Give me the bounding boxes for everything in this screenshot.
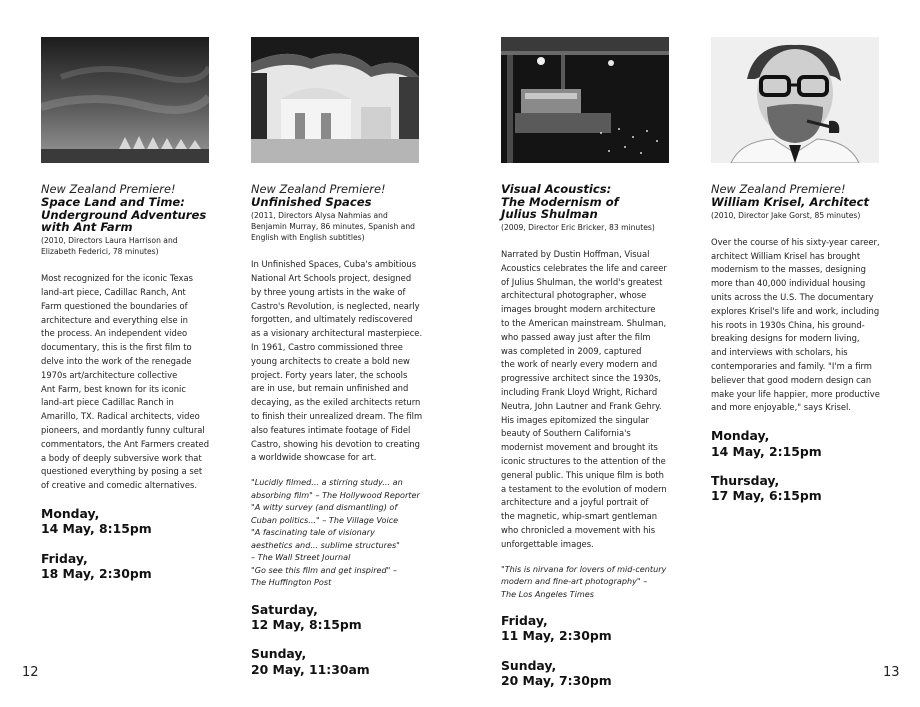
description-line: young architects to create a bold new bbox=[251, 355, 410, 366]
description-line: land-art piece Cadillac Ranch in bbox=[41, 397, 174, 408]
description-line: the magnetic, whip-smart gentleman bbox=[501, 511, 658, 522]
quote-line: The Huffington Post bbox=[251, 577, 332, 588]
film-title bbox=[711, 196, 883, 209]
film-credits bbox=[251, 210, 423, 244]
description-line: are in use, but remain unfinished and bbox=[251, 383, 409, 394]
showtime-day: Sunday, bbox=[501, 657, 557, 673]
description-line: Amarillo, TX. Radical architects, video bbox=[41, 411, 200, 422]
description-line: of creative and comedic alternatives. bbox=[41, 480, 198, 491]
showtime-day: Monday, bbox=[41, 505, 100, 521]
description-line: In 1961, Castro commissioned three bbox=[251, 341, 403, 352]
film-title-line: The Modernism of bbox=[501, 194, 619, 209]
film-title-line: Underground Adventures bbox=[41, 207, 207, 222]
showtime-date: 18 May, 2:30pm bbox=[41, 566, 152, 582]
showtimes bbox=[501, 613, 673, 689]
film-title-line: Visual Acoustics: bbox=[501, 182, 612, 196]
film-column-unfinished-spaces bbox=[251, 37, 423, 691]
description-line: make your life happier, more productive bbox=[711, 388, 880, 399]
description-line: Most recognized for the iconic Texas bbox=[41, 273, 193, 284]
showtime bbox=[501, 613, 673, 644]
description-line: architecture and a joyful portrait of bbox=[501, 497, 649, 508]
description-line: iconic structures to the attention of the bbox=[501, 455, 666, 466]
showtimes bbox=[711, 428, 883, 504]
quote-line: "This is nirvana for lovers of mid-century bbox=[501, 563, 667, 574]
quote-line: "Lucidly filmed... a stirring study... an bbox=[251, 477, 403, 488]
film-title-line: with Ant Farm bbox=[41, 220, 133, 235]
description-line: His images epitomized the singular bbox=[501, 414, 649, 425]
showtime bbox=[41, 506, 213, 537]
description-line: more than 40,000 individual housing bbox=[711, 278, 866, 289]
showtime-day: Friday, bbox=[41, 550, 88, 566]
description-line: as a visionary architectural masterpiece. bbox=[251, 328, 423, 339]
film-title-line: Julius Shulman bbox=[501, 207, 598, 222]
credits-line: (2009, Director Eric Bricker, 83 minutes) bbox=[501, 222, 655, 232]
showtime-day: Saturday, bbox=[251, 601, 318, 617]
film-credits bbox=[711, 210, 883, 221]
film-photo-cadillac-ranch bbox=[41, 37, 209, 163]
description-line: progressive architect since the 1930s, bbox=[501, 373, 662, 384]
showtime-date: 17 May, 6:15pm bbox=[711, 488, 822, 504]
description-line: Over the course of his sixty-year career, bbox=[711, 236, 880, 247]
description-line: a worldwide showcase for art. bbox=[251, 452, 377, 463]
film-column-ant-farm bbox=[41, 37, 213, 596]
film-description bbox=[501, 248, 673, 552]
description-line: believer that good modern design can bbox=[711, 374, 872, 385]
description-line: images brought modern architecture bbox=[501, 304, 656, 315]
showtime-day: Thursday, bbox=[711, 472, 780, 488]
quote-line: Cuban politics..." – The Village Voice bbox=[251, 514, 399, 525]
credits-line: English with English subtitles) bbox=[251, 233, 365, 242]
description-line: the process. An independent video bbox=[41, 328, 188, 339]
showtime-date: 14 May, 8:15pm bbox=[41, 521, 152, 537]
description-line: Ant Farm, best known for its iconic bbox=[41, 383, 186, 394]
description-line: general public. This unique film is both bbox=[501, 469, 664, 480]
film-photo-william-krisel-portrait bbox=[711, 37, 879, 163]
description-line: architect William Krisel has brought bbox=[711, 250, 861, 261]
description-line: architecture and everything else in bbox=[41, 314, 188, 325]
description-line: to the American mainstream. Shulman, bbox=[501, 317, 667, 328]
quote-line: – The Wall Street Journal bbox=[251, 552, 351, 563]
premiere-label: New Zealand Premiere! bbox=[41, 182, 176, 196]
showtime bbox=[711, 428, 883, 459]
premiere-label: New Zealand Premiere! bbox=[251, 182, 386, 196]
description-line: Narrated by Dustin Hoffman, Visual bbox=[501, 248, 650, 259]
description-line: and interviews with scholars, his bbox=[711, 347, 848, 358]
description-line: beauty of Southern California's bbox=[501, 428, 631, 439]
description-line: units across the U.S. The documentary bbox=[711, 291, 874, 302]
film-title bbox=[501, 183, 673, 221]
film-description bbox=[41, 272, 213, 493]
showtimes bbox=[41, 506, 213, 582]
film-photo-case-study-house bbox=[501, 37, 669, 163]
quote-line: absorbing film" – The Hollywood Reporter bbox=[251, 489, 420, 500]
description-line: modernism to the masses, designing bbox=[711, 264, 866, 275]
description-line: a testament to the evolution of modern bbox=[501, 483, 667, 494]
showtime-date: 20 May, 11:30am bbox=[251, 661, 370, 677]
showtime bbox=[501, 658, 673, 689]
credits-line: (2010, Directors Laura Harrison and bbox=[41, 235, 178, 245]
quote-line: modern and fine-art photography" – bbox=[501, 576, 648, 587]
description-line: his roots in 1930s China, his ground- bbox=[711, 319, 865, 330]
film-column-william-krisel bbox=[711, 37, 883, 518]
description-line: project. Forty years later, the schools bbox=[251, 369, 408, 380]
description-line: In Unfinished Spaces, Cuba's ambitious bbox=[251, 259, 417, 270]
quote-line: The Los Angeles Times bbox=[501, 588, 594, 599]
description-line: contemporaries and family. "I'm a firm bbox=[711, 360, 872, 371]
description-line: modernist movement and brought its bbox=[501, 442, 658, 453]
film-credits bbox=[41, 235, 213, 257]
description-line: Acoustics celebrates the life and career bbox=[501, 262, 667, 273]
description-line: the work of nearly every modern and bbox=[501, 359, 658, 370]
description-line: Farm questioned the boundaries of bbox=[41, 300, 188, 311]
description-line: to finish their unrealized dream. The film bbox=[251, 410, 423, 421]
description-line: including Frank Lloyd Wright, Richard bbox=[501, 386, 658, 397]
quote-line: aesthetics and... sublime structures" bbox=[251, 539, 400, 550]
description-line: National Art Schools project, designed bbox=[251, 273, 412, 283]
description-line: Castro's Revolution, is neglected, nearly bbox=[251, 300, 420, 311]
description-line: unforgettable images. bbox=[501, 538, 594, 549]
description-line: documentary, this is the first film to bbox=[41, 342, 192, 353]
film-title bbox=[251, 196, 423, 209]
showtimes bbox=[251, 602, 423, 678]
description-line: breaking designs for modern living, bbox=[711, 333, 860, 344]
film-title-line: Unfinished Spaces bbox=[251, 195, 372, 209]
credits-line: (2010, Director Jake Gorst, 85 minutes) bbox=[711, 210, 861, 220]
description-line: questioned everything by posing a set bbox=[41, 466, 203, 477]
film-photo-art-schools bbox=[251, 37, 419, 163]
showtime bbox=[711, 473, 883, 504]
description-line: who chronicled a movement with his bbox=[501, 524, 656, 535]
film-description bbox=[251, 258, 423, 465]
credits-line: Elizabeth Federici, 78 minutes) bbox=[41, 246, 159, 256]
press-quotes bbox=[251, 476, 423, 589]
description-line: Castro, showing his devotion to creating bbox=[251, 438, 420, 449]
showtime bbox=[251, 646, 423, 677]
description-line: explores Krisel's life and work, including bbox=[711, 305, 880, 316]
credits-line: Benjamin Murray, 86 minutes, Spanish and bbox=[251, 221, 415, 231]
showtime-day: Monday, bbox=[711, 428, 770, 444]
film-title-line: William Krisel, Architect bbox=[711, 195, 870, 209]
film-credits bbox=[501, 222, 673, 233]
film-title-line: Space Land and Time: bbox=[41, 195, 185, 209]
showtime bbox=[251, 602, 423, 633]
description-line: a body of deeply subversive work that bbox=[41, 452, 202, 463]
page-number-right: 13 bbox=[883, 665, 900, 680]
description-line: of Julius Shulman, the world's greatest bbox=[501, 276, 663, 287]
description-line: land-art piece, Cadillac Ranch, Ant bbox=[41, 286, 186, 297]
showtime-date: 20 May, 7:30pm bbox=[501, 673, 612, 689]
press-quotes bbox=[501, 563, 673, 601]
credits-line: (2011, Directors Alysa Nahmias and bbox=[251, 210, 388, 220]
showtime-day: Friday, bbox=[501, 613, 548, 629]
quote-line: "A witty survey (and dismantling) of bbox=[251, 502, 398, 513]
page-number-left: 12 bbox=[22, 665, 39, 680]
showtime bbox=[41, 551, 213, 582]
description-line: pioneers, and mordantly funny cultural bbox=[41, 424, 205, 435]
description-line: also features intimate footage of Fidel bbox=[251, 424, 411, 435]
description-line: Neutra, John Lautner and Frank Gehry. bbox=[501, 400, 662, 411]
description-line: 1970s art/architecture collective bbox=[41, 369, 178, 380]
premiere-label: New Zealand Premiere! bbox=[711, 182, 846, 196]
showtime-date: 11 May, 2:30pm bbox=[501, 628, 612, 644]
description-line: was completed in 2009, captured bbox=[501, 345, 642, 356]
showtime-day: Sunday, bbox=[251, 646, 307, 662]
film-description bbox=[711, 236, 883, 415]
showtime-date: 14 May, 2:15pm bbox=[711, 443, 822, 459]
description-line: delve into the work of the renegade bbox=[41, 355, 192, 366]
description-line: by three young artists in the wake of bbox=[251, 286, 406, 297]
description-line: who passed away just after the film bbox=[501, 331, 651, 342]
description-line: commentators, the Ant Farmers created bbox=[41, 438, 210, 449]
quote-line: "Go see this film and get inspired" – bbox=[251, 564, 397, 575]
showtime-date: 12 May, 8:15pm bbox=[251, 617, 362, 633]
description-line: forgotten, and ultimately rediscovered bbox=[251, 314, 413, 325]
film-title bbox=[41, 196, 213, 234]
description-line: architectural photographer, whose bbox=[501, 290, 647, 301]
quote-line: "A fascinating tale of visionary bbox=[251, 527, 375, 538]
film-column-visual-acoustics bbox=[501, 37, 673, 703]
description-line: and more enjoyable," says Krisel. bbox=[711, 402, 851, 413]
description-line: decaying, as the exiled architects return bbox=[251, 397, 421, 408]
